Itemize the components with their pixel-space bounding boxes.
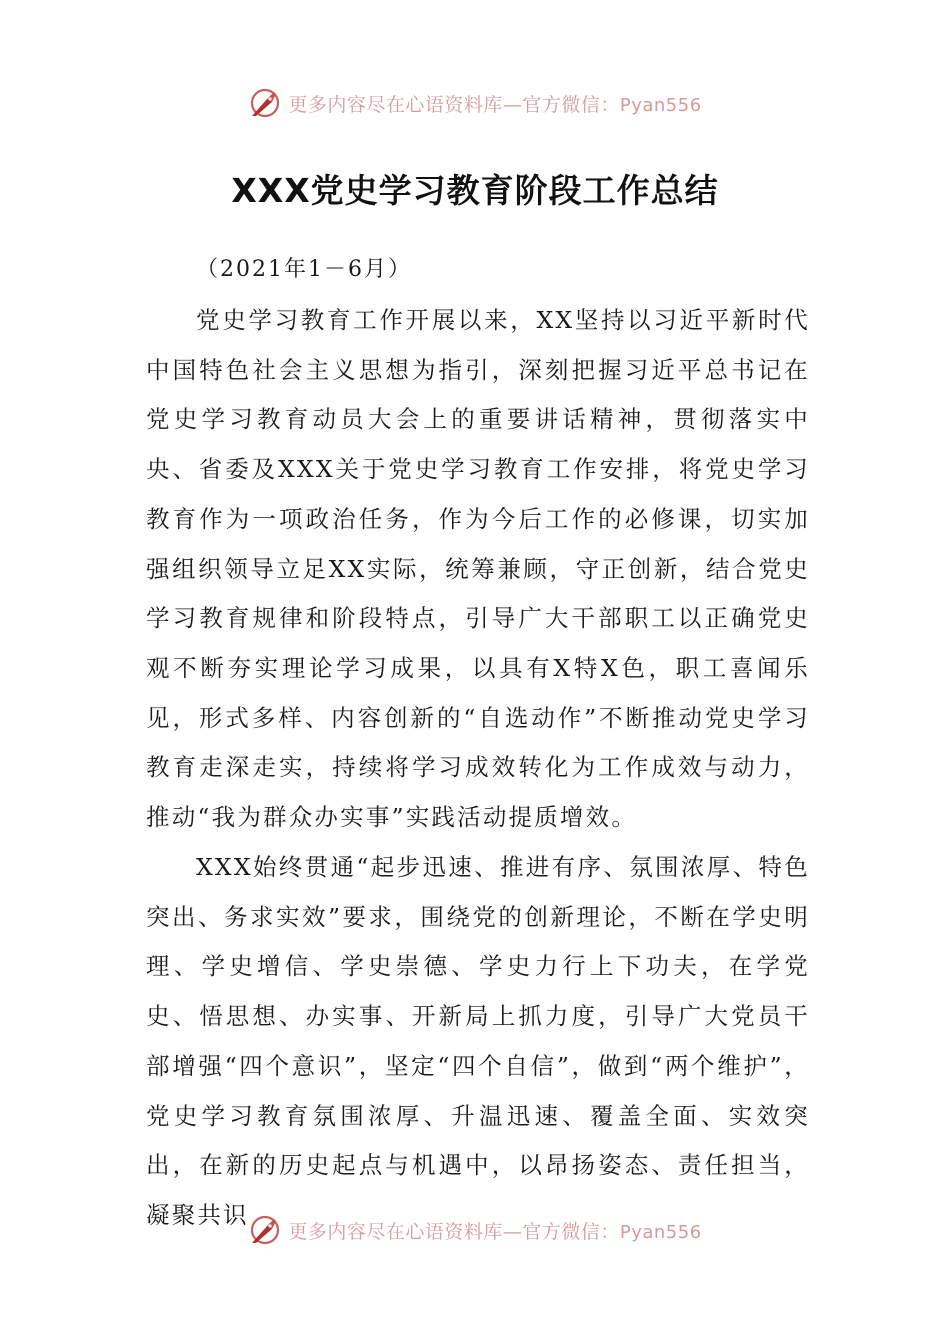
watermark-text: 更多内容尽在心语资料库—官方微信： [288, 93, 620, 116]
watermark-header [0, 83, 950, 123]
date-line: （2021年1－6月） [196, 257, 412, 282]
paragraph-1: 党史学习教育工作开展以来，XX坚持以习近平新时代中国特色社会主义思想为指引，深刻把握习近平总书记在党史学习教育动员大会上的重要讲话精神，贯彻落实中央、省委及XXX关于党史学习教育工作安排，将党史学习教育作为一项政治任务，作为今后工作的必修课，切实加强组织领导立足XX实际，统筹兼顾，守正创新，结合党史学习教育规律和阶段特点，引导广大干部职工以正确党史观不断夯实理论学习成果，以具有X特X色，职工喜闻乐见，形式多样、内容创新的“自选动作”不断推动党史学习教育走深走实，持续将学习成效转化为工作成效与动力，推动“我为群众办实事”实践活动提质增效。 [146, 306, 810, 832]
watermark-footer [0, 1210, 950, 1250]
paragraph-2: XXX始终贯通“起步迅速、推进有序、氛围浓厚、特色突出、务求实效”要求，围绕党的创新理论，不断在学史明理、学史增信、学史崇德、学史力行上下功夫，在学党史、悟思想、办实事、开新局上抓力度，引导广大党员干部增强“四个意识”，坚定“四个自信”，做到“两个维护”，党史学习教育氛围浓厚、升温迅速、覆盖全面、实效突出，在新的历史起点与机遇中，以昂扬姿态、责任担当，凝聚共识 [146, 853, 810, 1229]
pen-nib-logo-icon [248, 86, 282, 120]
watermark-text: 更多内容尽在心语资料库—官方微信： [288, 1220, 620, 1243]
watermark-handle: Pyan556 [619, 1221, 702, 1243]
document-title: XXX党史学习教育阶段工作总结 [231, 171, 719, 210]
watermark-handle: Pyan556 [619, 94, 702, 116]
pen-nib-logo-icon [248, 1213, 282, 1247]
